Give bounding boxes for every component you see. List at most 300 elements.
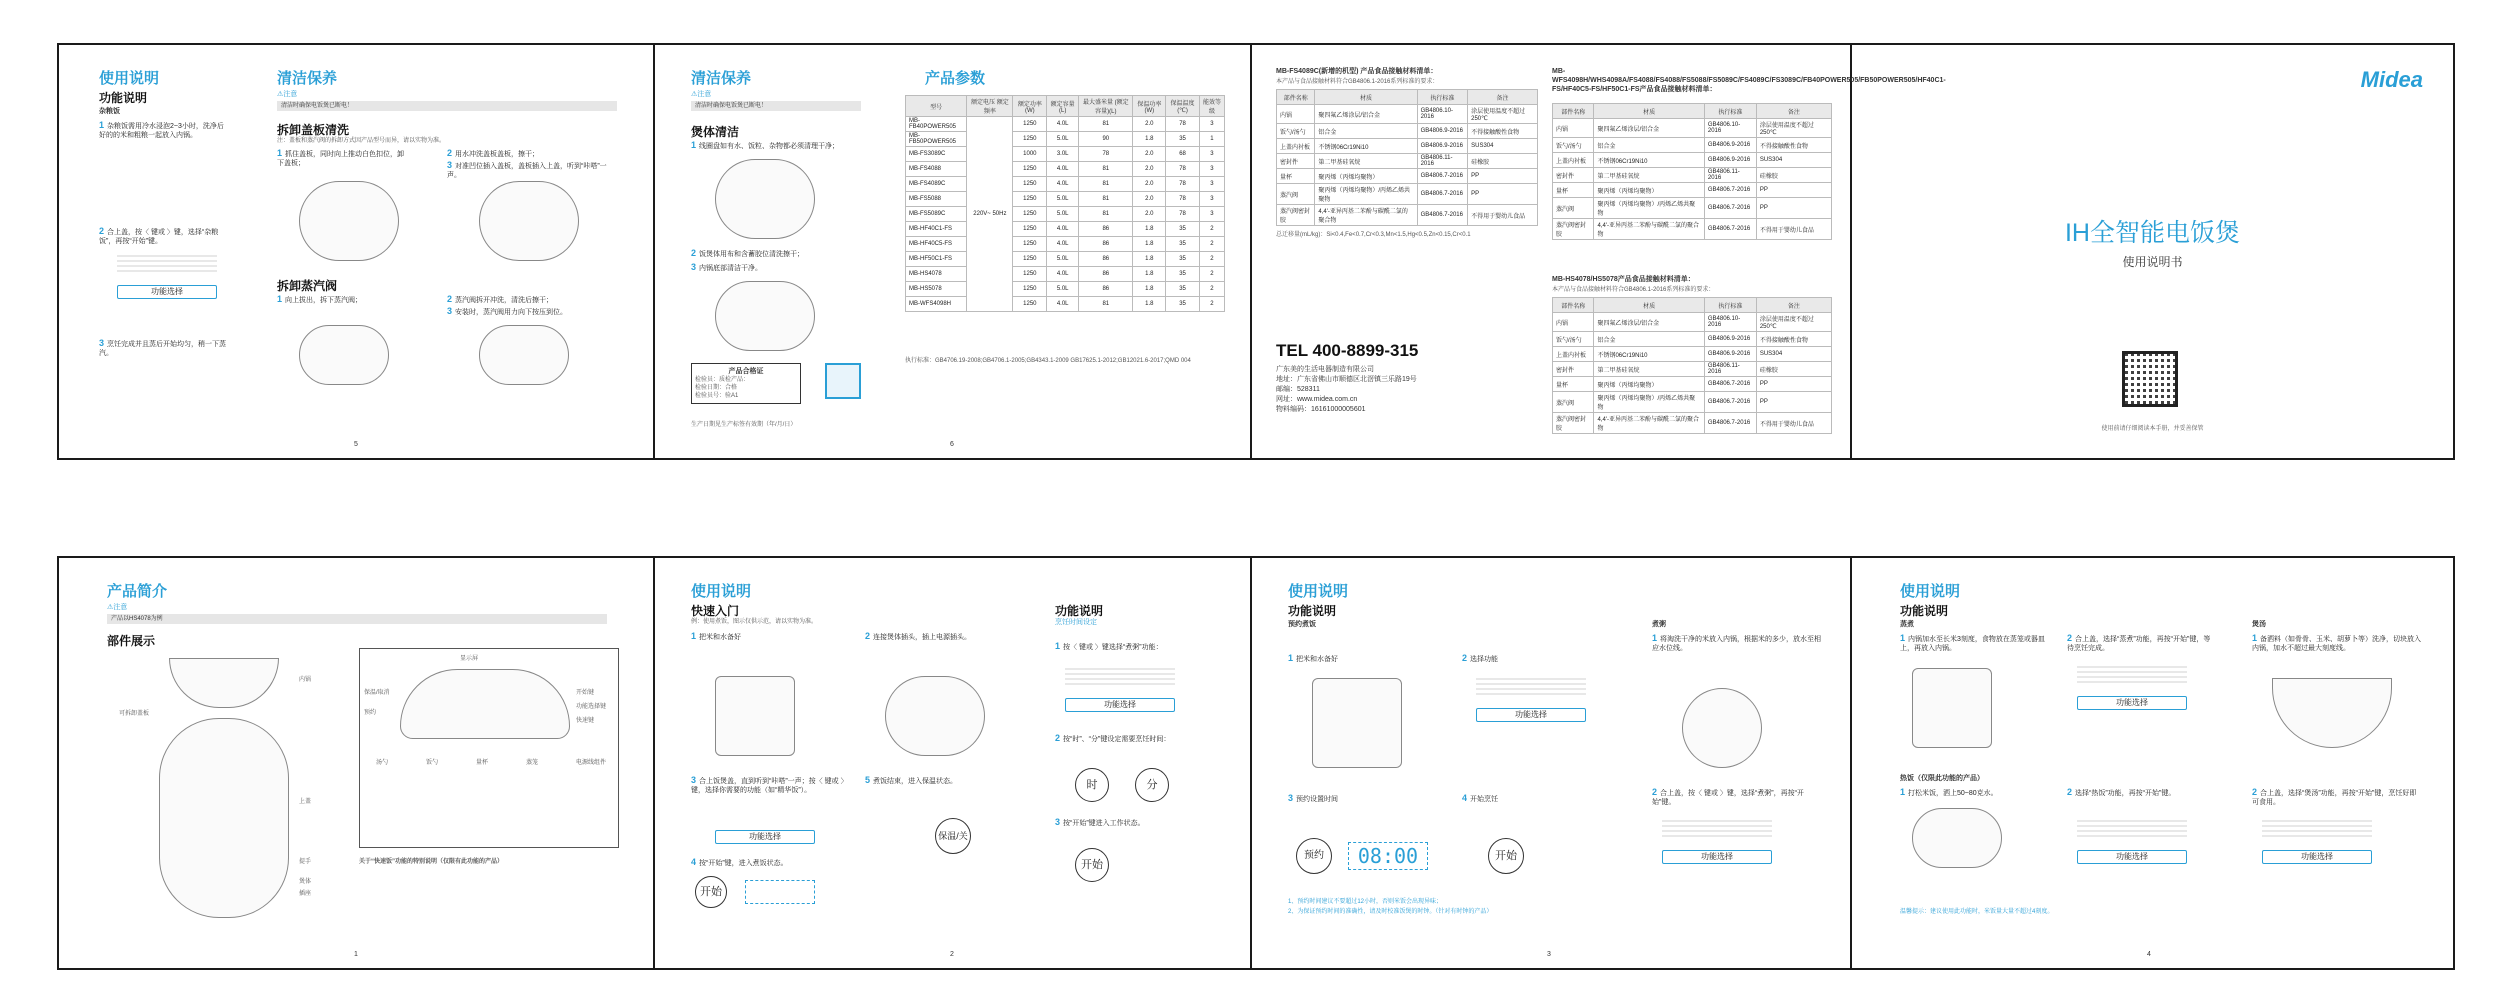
spec-cell: 2.0 — [1133, 117, 1166, 132]
material-row — [1277, 139, 1538, 154]
material-cell: 饭勺/汤勺 — [1553, 138, 1594, 153]
page-5 — [59, 45, 655, 458]
spec-cell: 5.0L — [1047, 192, 1079, 207]
spec-cell: 35 — [1166, 267, 1200, 282]
function-select-button[interactable]: 功能选择 — [117, 285, 217, 299]
materials-header-row — [1277, 90, 1538, 105]
material-cell: 硅橡胶 — [1756, 168, 1831, 183]
page5-sub: 杂粮饭 — [99, 108, 120, 115]
timer-step-3: 3 按“开始”键进入工作状态。 — [1055, 817, 1145, 827]
website: 网址：www.midea.com.cn — [1276, 396, 1358, 403]
spec-table-body — [906, 117, 1225, 312]
preset-step-3: 3 预约设置时间 — [1288, 793, 1339, 803]
spec-cell: 1250 — [1013, 162, 1047, 177]
spec-row — [906, 132, 1225, 147]
materials-table-body — [1277, 105, 1538, 226]
material-cell: GB4806.7-2016 — [1704, 183, 1756, 198]
spec-cell: 1.8 — [1133, 222, 1166, 237]
spec-cell: 78 — [1166, 177, 1200, 192]
function-select-button[interactable]: 功能选择 — [2262, 850, 2372, 864]
material-row — [1277, 184, 1538, 205]
step-text: 用水冲洗盖板盖板，擦干； — [455, 151, 540, 158]
material-cell: 上盖内衬板 — [1553, 347, 1594, 362]
control-panel-illustration — [400, 669, 570, 739]
spec-cell: 2.0 — [1133, 192, 1166, 207]
spec-cell: 1250 — [1013, 282, 1047, 297]
material-row — [1553, 168, 1832, 183]
step-text: 安装时，蒸汽阀用力向下按压到位。 — [455, 309, 568, 316]
spec-cell: MB-FS5089C — [906, 207, 967, 222]
cert-title: 产品合格证 — [728, 368, 764, 375]
quick-note: 例：使用煮饭，图示仅供示范，请以实物为准。 — [691, 619, 818, 625]
spec-cell: 2.0 — [1133, 147, 1166, 162]
lcd-display — [745, 880, 815, 904]
material-cell: 第二甲基硅氧烷 — [1594, 362, 1704, 377]
spec-cell: 4.0L — [1047, 117, 1079, 132]
material-cell: GB4806.11-2016 — [1704, 168, 1756, 183]
lid-step-1: 1 抓住盖板，同时向上推动白色扣位，卸下盖板； — [277, 148, 405, 167]
materials-left-title: MB-FS4089C(新增的机型) 产品食品接触材料清单： — [1276, 68, 1438, 75]
spec-cell: 68 — [1166, 147, 1200, 162]
panel-label: 功能选择键 — [576, 704, 607, 710]
page-number: 4 — [2147, 951, 2151, 958]
quick-heading: 使用说明 — [691, 583, 752, 600]
spec-cell: 1.8 — [1133, 297, 1166, 312]
certificate-box — [691, 363, 801, 404]
preset-step-1: 1 把米和水备好 — [1288, 653, 1339, 663]
part-label: 上盖 — [299, 799, 312, 805]
material-row — [1277, 205, 1538, 226]
step-text: 连接煲体插头，插上电源插头。 — [873, 634, 972, 641]
material-cell: 内锅 — [1553, 119, 1594, 138]
spec-row — [906, 192, 1225, 207]
bottom-spread — [57, 556, 2455, 970]
lid-step-3: 3 对准凹位插入盖板，盖板插入上盖，听到“咔嗒”一声。 — [447, 160, 607, 179]
material-cell: 铝合金 — [1315, 124, 1417, 139]
part-label: 煲体 — [299, 879, 312, 885]
spec-cell: 2.0 — [1133, 207, 1166, 222]
col-header: 部件名称 — [1277, 90, 1315, 105]
cooker-illustration — [159, 718, 289, 918]
quick-step-5: 5 煮饭结束，进入保温状态。 — [865, 775, 958, 785]
step-text: 对准凹位插入盖板，盖板插入上盖，听到“咔嗒”一声。 — [447, 163, 607, 179]
step-text: 烹饪完成并且蒸后开始均匀，稍一下蒸汽。 — [99, 341, 227, 357]
function-select-button[interactable]: 功能选择 — [2077, 850, 2187, 864]
soup-title: 煲汤 — [2252, 621, 2266, 628]
migration-limit: 总迁移量(mL/kg)：Si<0.4,Fe<0.7,Cr<0.3,Mn<1.5,Hg<0.5,Zn<0.15,Cr<0.1 — [1276, 232, 1471, 238]
spec-cell: 1.8 — [1133, 267, 1166, 282]
spec-cell: 35 — [1166, 297, 1200, 312]
intro-heading: 产品简介 — [107, 583, 168, 600]
material-cell: 不得用于婴幼儿食品 — [1756, 219, 1831, 240]
quick-section: 快速入门 — [691, 604, 740, 618]
spec-cell: MB-FB40POWER505 — [906, 117, 967, 132]
valve-step-1: 1 向上拔出，拆下蒸汽阀； — [277, 294, 363, 304]
material-cell: 蒸汽阀 — [1277, 184, 1315, 205]
page5-step-1: 1 杂粮饭需用冷水浸泡2~3小时，洗净后好的的米和粗粮一起放入内锅。 — [99, 120, 224, 139]
material-cell: 4,4'-亚异丙基二苯酚与碳酰二氯的聚合物 — [1315, 205, 1417, 226]
minute-button[interactable]: 分 — [1135, 768, 1169, 802]
lid-step-2: 2 用水冲洗盖板盖板，擦干； — [447, 148, 540, 158]
soup-pot-illustration — [2272, 678, 2392, 748]
soup-step-2: 2 合上盖，选择“煲汤”功能，再按“开始”键，烹饪好即可食用。 — [2252, 787, 2417, 806]
material-cell: GB4806.7-2016 — [1417, 184, 1468, 205]
materials-hs-table — [1552, 297, 1832, 434]
spec-cell: MB-FS4089C — [906, 177, 967, 192]
material-cell: PP — [1468, 184, 1538, 205]
material-cell: GB4806.7-2016 — [1704, 219, 1756, 240]
material-cell: 密封件 — [1553, 362, 1594, 377]
cert-row: 检验员：质检产品： — [695, 377, 750, 383]
spec-row — [906, 177, 1225, 192]
function-select-button[interactable]: 功能选择 — [1662, 850, 1772, 864]
inner-pot-illustration — [169, 658, 279, 708]
spec-cell: 3.0L — [1047, 147, 1079, 162]
col-header: 材质 — [1594, 104, 1704, 119]
spec-cell: 86 — [1079, 252, 1133, 267]
spec-cell: 1250 — [1013, 132, 1047, 147]
spec-cell: 5.0L — [1047, 207, 1079, 222]
step-text: 把米和水备好 — [1296, 656, 1339, 663]
material-cell: 聚四氟乙烯涂层/铝合金 — [1315, 105, 1417, 124]
material-cell: GB4806.10-2016 — [1704, 119, 1756, 138]
spec-cell: 1.8 — [1133, 132, 1166, 147]
soup-step-1: 1 备洒料（如骨骨、玉米、胡萝卜等）洗净，切块放入内锅，加水不超过最大刻度线。 — [2252, 633, 2422, 652]
step-text: 按〈 键或 〉键选择“煮粥”功能： — [1063, 644, 1163, 651]
panel-display — [1662, 820, 1772, 840]
material-cell: 聚丙烯（丙烯均聚物） — [1594, 183, 1704, 198]
material-row — [1553, 332, 1832, 347]
spec-cell: 86 — [1079, 267, 1133, 282]
intro-notice: ⚠注意 — [107, 604, 128, 611]
spec-row — [906, 117, 1225, 132]
lid-illustration — [479, 181, 579, 261]
step-text: 选择功能 — [1470, 656, 1499, 663]
page5-step-3: 3 烹饪完成并且蒸后开始均匀，稍一下蒸汽。 — [99, 338, 227, 357]
valve-step-2: 2 蒸汽阀拆开冲洗，清洗后擦干； — [447, 294, 554, 304]
material-row — [1277, 124, 1538, 139]
material-row — [1553, 138, 1832, 153]
col-header: 保温温度(℃) — [1166, 96, 1200, 117]
material-row — [1553, 313, 1832, 332]
care-heading: 清洁保养 — [277, 70, 338, 87]
material-row — [1277, 154, 1538, 169]
function-select-button[interactable]: 功能选择 — [1476, 708, 1586, 722]
page-3 — [1252, 558, 1852, 968]
step-text: 按“开始”键进入工作状态。 — [1063, 820, 1145, 827]
spec-cell: 3 — [1199, 177, 1224, 192]
material-cell: GB4806.7-2016 — [1704, 413, 1756, 434]
col-header: 执行标准 — [1704, 104, 1756, 119]
quick-step-4: 4 按“开始”键，进入煮饭状态。 — [691, 857, 788, 867]
spec-row — [906, 237, 1225, 252]
step-text: 按“开始”键，进入煮饭状态。 — [699, 860, 788, 867]
step-text: 开始烹饪 — [1470, 796, 1499, 803]
spec-cell: MB-HF50C1-FS — [906, 252, 967, 267]
spec-cell: 220V~ 50Hz — [967, 117, 1013, 312]
material-row — [1553, 347, 1832, 362]
preset-button[interactable]: 预约 — [1296, 838, 1332, 874]
part-label: 提手 — [299, 859, 312, 865]
spec-cell: 81 — [1079, 297, 1133, 312]
material-cell: 不得接触酸性食物 — [1756, 138, 1831, 153]
spec-cell: 5.0L — [1047, 252, 1079, 267]
valve-illustration — [479, 325, 569, 385]
material-cell: GB4806.9-2016 — [1417, 139, 1468, 154]
spec-cell: 1250 — [1013, 192, 1047, 207]
keep-warm-button[interactable]: 保温/关 — [935, 818, 971, 854]
care-bar: 清洁时确保电饭煲已断电！ — [277, 101, 617, 111]
reheat-step-1: 1 打松米饭，洒上50~80克水。 — [1900, 787, 1998, 797]
material-cell: 上盖内衬板 — [1277, 139, 1315, 154]
material-cell: 密封件 — [1553, 168, 1594, 183]
spec-row — [906, 162, 1225, 177]
col-header: 部件名称 — [1553, 104, 1594, 119]
spec-cell: 3 — [1199, 162, 1224, 177]
hour-button[interactable]: 时 — [1075, 768, 1109, 802]
material-cell: PP — [1468, 169, 1538, 184]
panel-display — [2077, 666, 2187, 686]
step-text: 蒸汽阀拆开冲洗，清洗后擦干； — [455, 297, 554, 304]
material-cell: 铝合金 — [1594, 332, 1704, 347]
material-cell: GB4806.9-2016 — [1417, 124, 1468, 139]
spec-cell: 1.8 — [1133, 252, 1166, 267]
spec-cell: MB-HF40C5-FS — [906, 237, 967, 252]
spec-cell: 81 — [1079, 162, 1133, 177]
spec-cell: 2 — [1199, 222, 1224, 237]
material-cell: 4,4'-亚异丙基二苯酚与碳酰二氯的聚合物 — [1594, 219, 1704, 240]
material-cell: 量杯 — [1277, 169, 1315, 184]
page-6 — [655, 45, 1252, 458]
material-cell: 不得用于婴幼儿食品 — [1468, 205, 1538, 226]
step-text: 将淘洗干净的米放入内锅，根据米的多少，放水至相应水位线。 — [1652, 636, 1822, 652]
col-header: 备注 — [1756, 298, 1831, 313]
material-cell: 蒸汽阀 — [1553, 392, 1594, 413]
spec-cell: 3 — [1199, 192, 1224, 207]
spec-cell: 2 — [1199, 282, 1224, 297]
material-cell: SUS304 — [1756, 347, 1831, 362]
hotline: TEL 400-8899-315 — [1276, 341, 1419, 360]
material-cell: PP — [1756, 392, 1831, 413]
material-cell: 聚四氟乙烯涂层/铝合金 — [1594, 119, 1704, 138]
spec-cell: MB-FS3089C — [906, 147, 967, 162]
spec-cell: 1250 — [1013, 297, 1047, 312]
panel-diagram — [359, 648, 619, 848]
preset-tip: 2、为保证预约时间的准确性，请及时校准饭煲的时钟。（针对有时钟的产品） — [1288, 909, 1493, 915]
spec-cell: 86 — [1079, 282, 1133, 297]
spec-cell: MB-FB50POWER505 — [906, 132, 967, 147]
material-row — [1553, 392, 1832, 413]
material-cell: 4,4'-亚异丙基二苯酚与碳酰二氯的聚合物 — [1594, 413, 1704, 434]
page4-section: 功能说明 — [1900, 604, 1949, 618]
material-cell: GB4806.9-2016 — [1704, 138, 1756, 153]
panel-label: 快速键 — [576, 718, 595, 724]
lid-illustration — [299, 181, 399, 261]
start-button[interactable]: 开始 — [1075, 848, 1109, 882]
page4-tip: 温馨提示：建议使用此功能时，米饭量大量不超过4刻度。 — [1900, 909, 2054, 915]
page6-bar: 清洁时确保电饭煲已断电！ — [691, 101, 861, 111]
spec-cell: 81 — [1079, 177, 1133, 192]
spec-cell: 78 — [1166, 192, 1200, 207]
spec-cell: 3 — [1199, 117, 1224, 132]
qr-code-icon[interactable] — [2122, 351, 2178, 407]
material-cell: 不得用于婴幼儿食品 — [1756, 413, 1831, 434]
page-number: 5 — [354, 441, 358, 448]
step-text: 打松米饭，洒上50~80克水。 — [1908, 790, 1998, 797]
material-cell: 蒸汽阀密封胶 — [1277, 205, 1315, 226]
col-header: 型号 — [906, 96, 967, 117]
accessory-label: 量杯 — [475, 760, 488, 766]
quick-step-2: 2 连接煲体插头，插上电源插头。 — [865, 631, 972, 641]
spec-cell: 35 — [1166, 132, 1200, 147]
material-row — [1553, 153, 1832, 168]
step-text: 合上盖，选择“蒸煮”功能，再按“开始”键，等待烹饪完成。 — [2067, 636, 2211, 652]
preset-step-2: 2 选择功能 — [1462, 653, 1499, 663]
postcode: 邮编：528311 — [1276, 386, 1320, 393]
inner-cooker-illustration — [715, 159, 815, 239]
material-cell: 内锅 — [1277, 105, 1315, 124]
spec-cell: 4.0L — [1047, 177, 1079, 192]
panel-display — [2077, 820, 2187, 840]
cover-title: IH全智能电饭煲 — [2064, 219, 2240, 247]
spec-cell: 2.0 — [1133, 177, 1166, 192]
spec-row — [906, 147, 1225, 162]
step-text: 合上盖，按〈 键或 〉键，选择“杂粮饭”，再按“开始”键。 — [99, 229, 219, 245]
page-cover — [1852, 45, 2453, 458]
material-cell: 不得接触酸性食物 — [1756, 332, 1831, 347]
materials-right-title: MB-WFS4098H/WHS4098A/FS4088/FS4088/FS5088/FS5089C/FS4089C/FS3089C/FB40POWER505/FB50POWER505/HF40C1-FS/HF40C5-FS/HF50C1-FS产品食品接触材料清单： — [1552, 68, 1946, 93]
spec-row — [906, 252, 1225, 267]
panel-label: 显示屏 — [460, 656, 479, 662]
page-number: 6 — [950, 441, 954, 448]
page-number: 3 — [1547, 951, 1551, 958]
materials-header-row — [1553, 298, 1832, 313]
step-text: 杂粮饭需用冷水浸泡2~3小时，洗净后好的的米和粗粮一起放入内锅。 — [99, 123, 224, 139]
spec-cell: MB-FS4088 — [906, 162, 967, 177]
material-cell: PP — [1756, 183, 1831, 198]
step-text: 合上盖，按〈 键或 〉键，选择“煮粥”，再按“开始”键。 — [1652, 790, 1804, 806]
company-address: 地址：广东省佛山市顺德区北滘镇三乐路19号 — [1276, 376, 1417, 383]
material-row — [1277, 169, 1538, 184]
intro-bar: 产品以HS4078为例 — [107, 614, 607, 624]
materials-hs-sub: 本产品与食品接触材料符合GB4806.1-2016系列标准的要求： — [1552, 287, 1715, 293]
standards-text: 执行标准：GB4706.19-2008;GB4706.1-2005;GB4343.1-2009 GB17625.1-2012;GB12021.6-2017;QMD 004 — [905, 358, 1191, 364]
step-text: 饭煲体用布和含蓄胶位清洗擦干； — [699, 251, 805, 258]
material-cell: 量杯 — [1553, 183, 1594, 198]
top-spread — [57, 43, 2455, 460]
body-clean-title: 煲体清洁 — [691, 125, 740, 139]
start-button[interactable]: 开始 — [1488, 838, 1524, 874]
valve-illustration — [299, 325, 389, 385]
material-cell: 不锈钢06Cr19Ni10 — [1315, 139, 1417, 154]
spec-cell: 2 — [1199, 237, 1224, 252]
function-select-button[interactable]: 功能选择 — [2077, 696, 2187, 710]
materials-hs-title: MB-HS4078/HS5078产品食品接触材料清单： — [1552, 276, 1695, 283]
accessory-label: 蒸笼 — [525, 760, 538, 766]
material-cell: 蒸汽阀 — [1553, 198, 1594, 219]
col-header: 执行标准 — [1417, 90, 1468, 105]
preset-step-4: 4 开始烹饪 — [1462, 793, 1499, 803]
spec-cell: 81 — [1079, 192, 1133, 207]
spec-cell: 4.0L — [1047, 162, 1079, 177]
page-2 — [655, 558, 1252, 968]
spec-cell: 78 — [1079, 147, 1133, 162]
material-cell: GB4806.9-2016 — [1704, 347, 1756, 362]
reheat-step-2: 2 选择“热饭”功能，再按“开始”键。 — [2067, 787, 2176, 797]
function-select-button[interactable]: 功能选择 — [715, 830, 815, 844]
page6-step-2: 2 饭煲体用布和含蓄胶位清洗擦干； — [691, 248, 805, 258]
page-number: 1 — [354, 951, 358, 958]
material-cell: GB4806.9-2016 — [1704, 332, 1756, 347]
accessory-label: 电源线组件 — [575, 760, 606, 766]
page-1 — [59, 558, 655, 968]
spec-row — [906, 207, 1225, 222]
steam-step-1: 1 内锅加水至长米3刻度，食物放在蒸笼或器皿上，再放入内锅。 — [1900, 633, 2045, 652]
spec-cell: 4.0L — [1047, 297, 1079, 312]
rice-measure-illustration — [715, 676, 795, 756]
material-cell: 上盖内衬板 — [1553, 153, 1594, 168]
material-cell: SUS304 — [1468, 139, 1538, 154]
material-cell: 量杯 — [1553, 377, 1594, 392]
material-cell: GB4806.7-2016 — [1417, 169, 1468, 184]
step-text: 备洒料（如骨骨、玉米、胡萝卜等）洗净，切块放入内锅，加水不超过最大刻度线。 — [2252, 636, 2422, 652]
col-header: 额定功率(W) — [1013, 96, 1047, 117]
materials-table-body — [1553, 119, 1832, 240]
material-row — [1553, 413, 1832, 434]
timer-section: 功能说明 — [1055, 604, 1104, 618]
porridge-step-2: 2 合上盖，按〈 键或 〉键，选择“煮粥”，再按“开始”键。 — [1652, 787, 1804, 806]
material-cell: GB4806.7-2016 — [1704, 377, 1756, 392]
spec-row — [906, 282, 1225, 297]
page3-section: 功能说明 — [1288, 604, 1337, 618]
spec-cell: 86 — [1079, 237, 1133, 252]
cover-footer: 使用前请仔细阅读本手册，并妥善保管 — [2101, 426, 2204, 432]
material-row — [1553, 362, 1832, 377]
spec-cell: 78 — [1166, 207, 1200, 222]
spec-cell: 35 — [1166, 222, 1200, 237]
company-name: 广东美的生活电器制造有限公司 — [1276, 366, 1374, 373]
material-cell: GB4806.7-2016 — [1417, 205, 1468, 226]
step-text: 向上拔出，拆下蒸汽阀； — [285, 297, 363, 304]
cert-row: 检验日期：合格 — [695, 385, 738, 391]
timer-title: 烹饪时间设定 — [1055, 619, 1097, 626]
spec-cell: 1250 — [1013, 117, 1047, 132]
material-cell: 聚丙烯（丙烯均聚物）/丙烯乙烯共聚物 — [1315, 184, 1417, 205]
materials-left-table — [1276, 89, 1538, 226]
material-row — [1553, 183, 1832, 198]
col-header: 备注 — [1468, 90, 1538, 105]
material-cell: 第二甲基硅氧烷 — [1315, 154, 1417, 169]
page6-notice: ⚠注意 — [691, 91, 712, 98]
function-select-button[interactable]: 功能选择 — [1065, 698, 1175, 712]
care-notice: ⚠注意 — [277, 91, 298, 98]
start-button[interactable]: 开始 — [695, 876, 727, 908]
rice-measure-illustration — [1312, 678, 1402, 768]
material-row — [1277, 105, 1538, 124]
col-header: 额定电压 额定频率 — [967, 96, 1013, 117]
preset-tip: 1、预约时间建议不要超过12小时，否则米饭会出现异味； — [1288, 899, 1443, 905]
col-header: 备注 — [1756, 104, 1831, 119]
page-4 — [1852, 558, 2453, 968]
page5-section: 功能说明 — [99, 91, 148, 105]
spec-cell: 3 — [1199, 207, 1224, 222]
spec-table — [905, 95, 1225, 312]
spec-cell: 90 — [1079, 132, 1133, 147]
spec-cell: 1250 — [1013, 237, 1047, 252]
parts-title: 部件展示 — [107, 634, 156, 648]
materials-table-body — [1553, 313, 1832, 434]
material-cell: 蒸汽阀密封胶 — [1553, 219, 1594, 240]
